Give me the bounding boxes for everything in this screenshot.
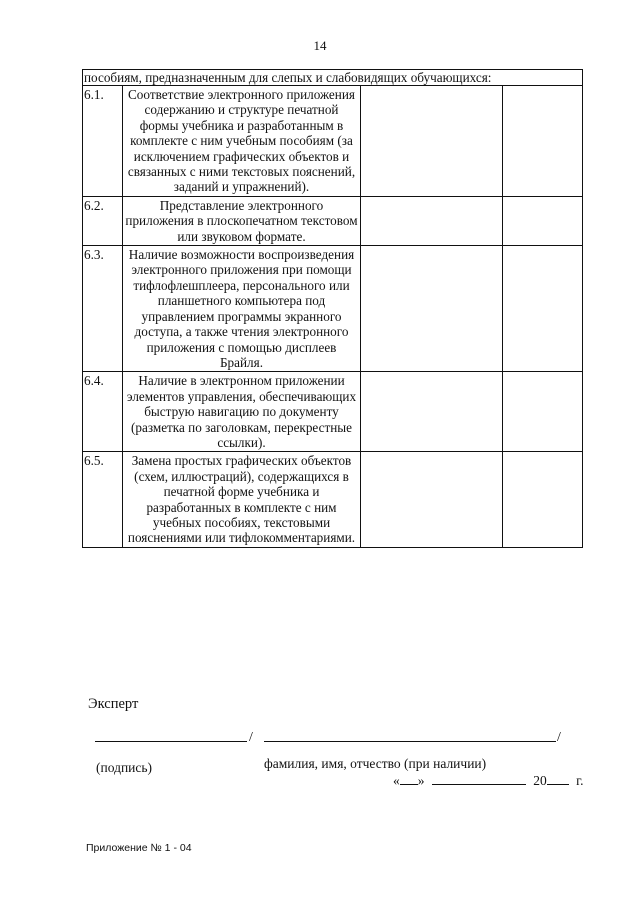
row-number: 6.3. — [83, 246, 123, 372]
row-description: Наличие в электронном приложении элементов управления, обеспечивающих быструю навигацию по документу (разметка по заголовкам, перекрестные ссылки). — [123, 372, 361, 452]
criteria-table — [82, 69, 583, 548]
page-number: 14 — [313, 38, 327, 53]
year-blank — [547, 772, 569, 785]
comment-cell — [503, 372, 583, 452]
name-caption: фамилия, имя, отчество (при наличии) — [264, 756, 487, 771]
row-number: 6.2. — [83, 196, 123, 245]
table-header-text: пособиям, предназначенным для слепых и слабовидящих обучающихся: — [83, 70, 583, 86]
date-row — [393, 772, 584, 789]
row-description: Представление электронного приложения в плоскопечатном текстовом или звуковом формате. — [123, 196, 361, 245]
score-cell — [361, 246, 503, 372]
signature-caption: (подпись) — [96, 760, 153, 775]
comment-cell — [503, 452, 583, 547]
row-number: 6.4. — [83, 372, 123, 452]
day-blank — [400, 772, 418, 785]
date-year-suffix: г. — [576, 773, 584, 788]
name-line — [264, 741, 556, 742]
expert-label: Эксперт — [88, 696, 139, 712]
comment-cell — [503, 196, 583, 245]
score-cell — [361, 452, 503, 547]
signature-slash: / — [249, 730, 253, 745]
table-header-row — [83, 70, 583, 86]
date-open-quote: « — [393, 773, 400, 788]
footer-note: Приложение № 1 - 04 — [86, 842, 192, 854]
month-blank — [432, 772, 526, 785]
row-number: 6.5. — [83, 452, 123, 547]
score-cell — [361, 86, 503, 197]
score-cell — [361, 372, 503, 452]
comment-cell — [503, 246, 583, 372]
date-year-prefix: 20 — [533, 773, 547, 788]
row-number: 6.1. — [83, 86, 123, 197]
table-row — [83, 372, 583, 452]
comment-cell — [503, 86, 583, 197]
table-row — [83, 86, 583, 197]
signature-line — [95, 741, 247, 742]
table-row — [83, 196, 583, 245]
row-description: Соответствие электронного приложения содержанию и структуре печатной формы учебника и разработанным в комплекте с ним учебным пособиям (за исключением графических объектов и связанных с ними текстовых пояснений, заданий и упражнений). — [123, 86, 361, 197]
date-close-quote: » — [417, 773, 425, 788]
name-slash: / — [557, 730, 561, 745]
table-row — [83, 246, 583, 372]
score-cell — [361, 196, 503, 245]
row-description: Наличие возможности воспроизведения электронного приложения при помощи тифлофлешплеера, персонального или планшетного компьютера под управлением программы экранного доступа, а также чтения электронного приложения с помощью дисплеев Брайля. — [123, 246, 361, 372]
table-row — [83, 452, 583, 547]
row-description: Замена простых графических объектов (схем, иллюстраций), содержащихся в печатной форме учебника и разработанных в комплекте с ним учебных пособиях, текстовыми пояснениями или тифлокомментариями. — [123, 452, 361, 547]
